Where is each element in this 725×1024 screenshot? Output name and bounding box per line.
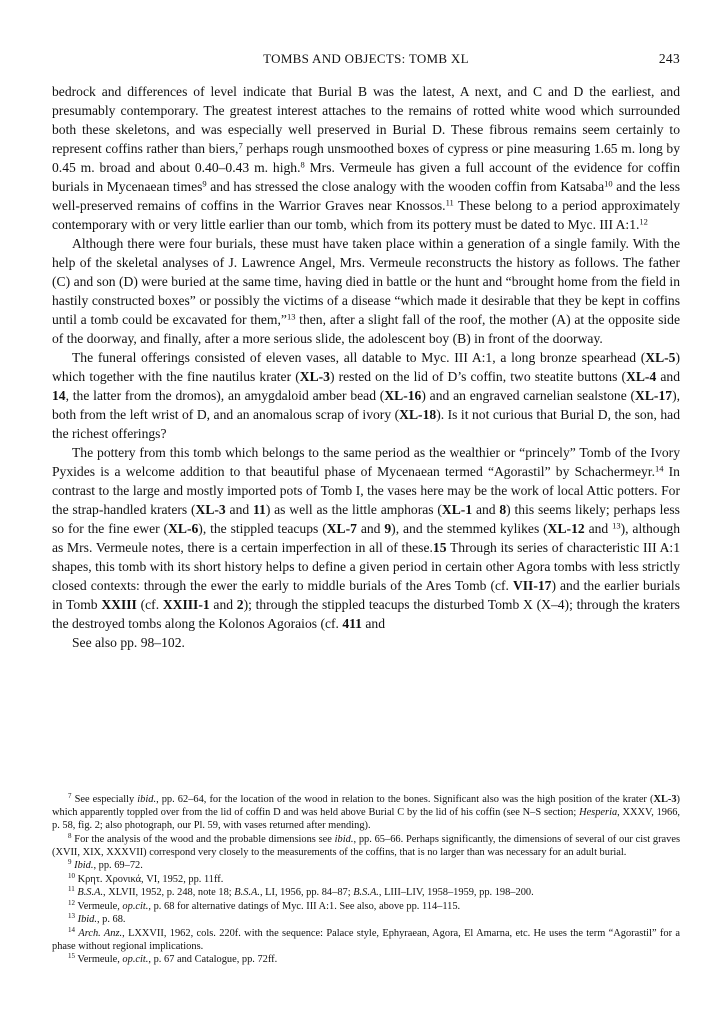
catalogue-ref: 11 <box>252 502 266 517</box>
body-text <box>52 82 680 652</box>
footnote-ref: 13 <box>612 520 621 531</box>
catalogue-ref: VII-17 <box>512 578 552 593</box>
footnote-number: 10 <box>68 871 75 880</box>
body-paragraph: See also pp. 98–102. <box>72 635 185 650</box>
footnote-ref: 12 <box>639 216 648 227</box>
body-paragraph: The funeral offerings consisted of eleven vases, all datable to Myc. III A:1, a long bronze spearhead (XL-5) which together with the fine nautilus krater (XL-3) rested on the lid of D’s coffin, two steatite buttons (XL-4 and 14, the latter from the dromos), an amygdaloid amber bead (XL-16) and an engraved carnelian sealstone (XL-17), both from the left wrist of D, and an anomalous scrap of ivory (XL-18). Is it not curious that Burial D, the son, had the richest offerings? <box>52 350 680 441</box>
catalogue-ref: XXIII-1 <box>162 597 210 612</box>
footnote: $^{13}$ Ibid., p. 68. <box>68 912 126 925</box>
footnote: $^{11}$ B.S.A., XLVII, 1952, p. 248, note 18; B.S.A., LI, 1956, pp. 84–87; B.S.A., LIII–LIV, 1958–1959, pp. 198–200. <box>68 885 534 898</box>
page-number: 243 <box>658 51 680 66</box>
footnote: $^{10}$ Κρητ. Χρονικά, VI, 1952, pp. 11ff. <box>68 871 224 885</box>
catalogue-ref: XL-4 <box>626 369 657 384</box>
body-paragraph: The pottery from this tomb which belongs to the same period as the wealthier or “princely” Tomb of the Ivory Pyxides is a welcome addition to that beautiful phase of Mycenaean termed “Agorastil” by Schachermeyr.$^{14}$ In contrast to the large and mostly imported pots of Tomb I, the vases here may be the work of local Attic potters. For the strap-handled kraters (XL-3 and 11) as well as the little amphoras (XL-1 and 8) this seems likely; perhaps less so for the fine ewer (XL-6), the stippled teacups (XL-7 and 9), and the stemmed kylikes (XL-12 and $^{13}$), although as Mrs. Vermeule notes, there is a certain imperfection in all of these.15 Through its series of characteristic III A:1 shapes, this tomb with its short history helps to define a given period in certain other Agora tombs with less strictly closed contexts: through the ewer the early to middle burials of the Ares Tomb (cf. VII-17) and the earlier burials in Tomb XXIII (cf. XXIII-1 and 2); through the stippled teacups the disturbed Tomb X (X–4); through the kraters the destroyed tombs along the Kolonos Agoraios (cf. 411 and <box>52 445 680 631</box>
footnotes <box>52 793 680 967</box>
running-head <box>52 51 680 69</box>
footnote: $^8$ For the analysis of the wood and the probable dimensions see ibid., pp. 65–66. Perhaps significantly, the dimensions of several of our cist graves (XVII, XIX, XXXVII) correspond very closely to the measurements of the coffins, that is no larger than was necessary for an adult burial. <box>52 831 680 858</box>
footnote-number: 9 <box>68 858 72 867</box>
catalogue-ref: XL-17 <box>635 388 673 403</box>
running-title: TOMBS AND OBJECTS: TOMB XL <box>263 51 469 66</box>
catalogue-ref: XL-7 <box>326 521 357 536</box>
body-paragraph: bedrock and differences of level indicate that Burial B was the latest, A next, and C and D the earliest, and presumably contemporary. The greatest interest attaches to the remains of rotted white wood which surrounded both these skeletons, and was especially well preserved in Burial D. These fibrous remains seem certainly to represent coffins rather than biers,$^7$ perhaps rough unsmoothed boxes of cypress or pine measuring 1.65 m. long by 0.45 m. broad and about 0.40–0.43 m. high.$^8$ Mrs. Vermeule has given a full account of the evidence for coffin burials in Mycenaean times$^9$ and has stressed the close analogy with the wooden coffin from Katsaba$^{10}$ and the less well-preserved remains of coffins in the Warrior Graves near Knossos.$^{11}$ These belong to a period approximately contemporary with or very little earlier than our tomb, which from its pottery must be dated to Myc. III A:1.12 <box>52 84 680 232</box>
catalogue-ref: 14 <box>52 388 66 403</box>
footnote-number: 7 <box>68 792 72 801</box>
catalogue-ref: XL-18 <box>399 407 437 422</box>
footnote-number: 8 <box>68 831 72 840</box>
footnote-ref: 7 <box>238 140 243 151</box>
catalogue-ref: XL-16 <box>384 388 422 403</box>
catalogue-ref: XL-3 <box>653 794 677 805</box>
catalogue-ref: 9 <box>384 521 392 536</box>
catalogue-ref: 15 <box>432 540 447 555</box>
footnote: $^9$ Ibid., pp. 69–72. <box>68 858 143 871</box>
catalogue-ref: XL-5 <box>645 350 676 365</box>
footnote-number: 14 <box>68 925 75 934</box>
footnote-number: 15 <box>68 952 75 961</box>
footnote-number: 13 <box>68 912 75 921</box>
footnote: $^{14}$ Arch. Anz., LXXVII, 1962, cols. 220f. with the sequence: Palace style, Ephyraean, Agora, El Amarna, etc. He uses the term “Agorastil” for a phase without regional implications. <box>52 925 680 952</box>
catalogue-ref: XL-1 <box>441 502 473 517</box>
catalogue-ref: XL-3 <box>195 502 226 517</box>
footnote: $^7$ See especially ibid., pp. 62–64, for the location of the wood in relation to the bones. Significant also was the high position of the krater (XL-3) which apparently toppled over from the lid of coffin D and was held above Burial C by the lid of his coffin (see N–S section; Hesperia, XXXV, 1966, p. 58, fig. 2; also photograph, our Pl. 59, with vases returned after mending). <box>52 792 680 831</box>
body-paragraph: Although there were four burials, these must have taken place within a generation of a single family. With the help of the skeletal analyses of J. Lawrence Angel, Mrs. Vermeule reconstructs the history as follows. The father (C) and son (D) were buried at the same time, having died in battle or the hunt and “brought home from the field in hastily constructed boxes” or possibly the victims of a disease “which made it desirable that they be kept in coffins until a tomb could be excavated for them,”$^{13}$ then, after a slight fall of the roof, the mother (A) at the opposite side of the doorway, and finally, after a more serious slide, the adolescent boy (B) in front of the doorway. <box>52 236 680 346</box>
footnote-number: 12 <box>68 898 75 907</box>
footnote-number: 11 <box>68 885 75 894</box>
footnote: $^{15}$ Vermeule, op.cit., p. 67 and Catalogue, pp. 72ff. <box>68 952 278 965</box>
footnote-ref: 13 <box>286 311 296 322</box>
footnote-ref: 10 <box>604 178 613 189</box>
catalogue-ref: 2 <box>236 597 244 612</box>
footnote-ref: 9 <box>202 178 207 189</box>
catalogue-ref: 8 <box>499 502 507 517</box>
footnote: $^{12}$ Vermeule, op.cit., p. 68 for alternative datings of Myc. III A:1. See also, above pp. 114–115. <box>68 898 461 912</box>
footnote-ref: 14 <box>654 463 664 474</box>
catalogue-ref: XXIII <box>101 597 137 612</box>
catalogue-ref: XL-6 <box>168 521 199 536</box>
catalogue-ref: 411 <box>342 616 362 631</box>
footnote-ref: 8 <box>300 159 305 170</box>
footnote-ref: 11 <box>445 197 454 208</box>
catalogue-ref: XL-12 <box>547 521 585 536</box>
catalogue-ref: XL-3 <box>299 369 330 384</box>
